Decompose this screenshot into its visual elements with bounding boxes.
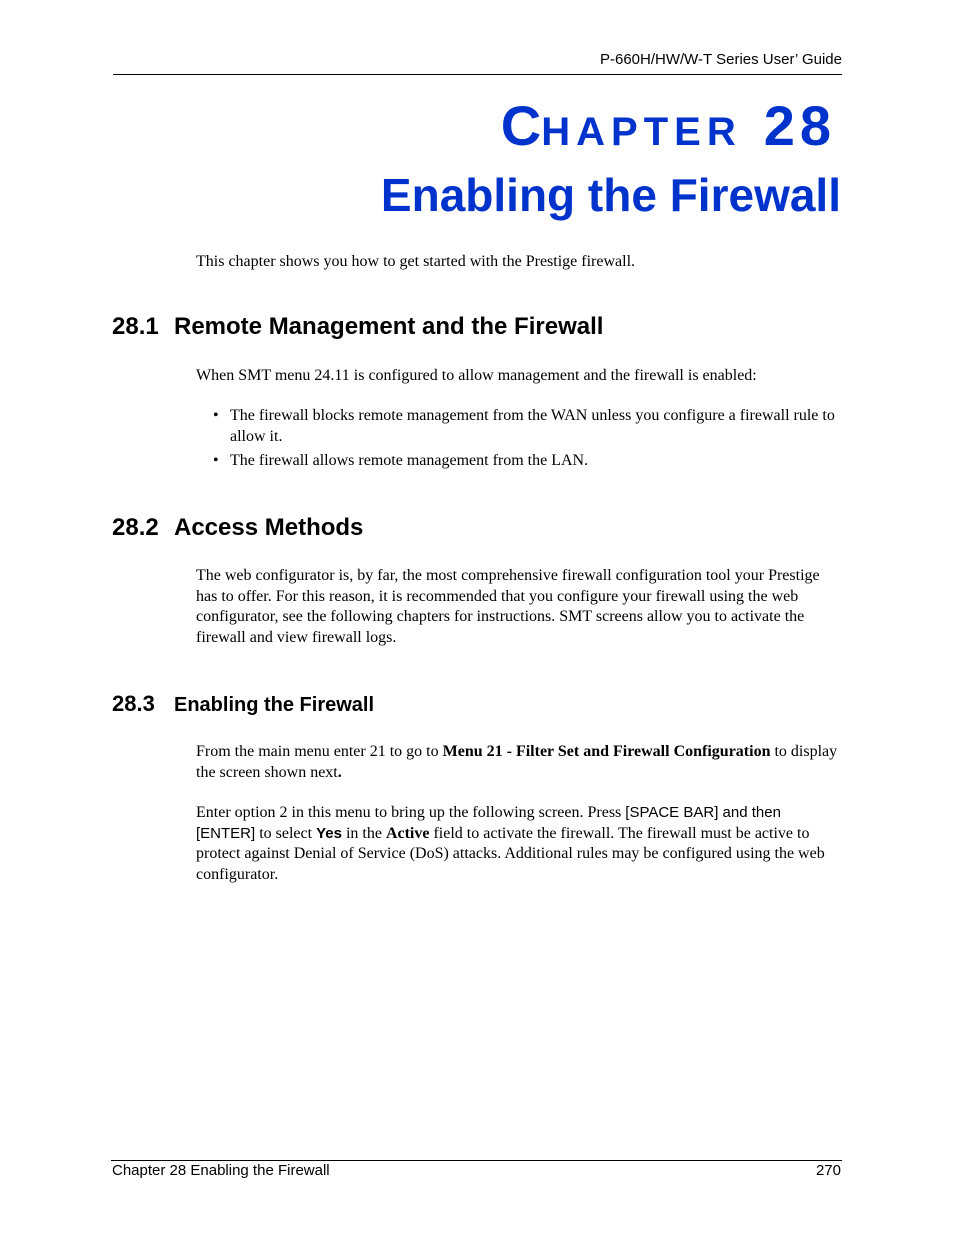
section-28-1-bullets	[213, 406, 838, 476]
running-header: P-660H/HW/W-T Series User’ Guide	[599, 51, 842, 68]
section-title: Access Methods	[174, 514, 364, 541]
section-28-1-paragraph: When SMT menu 24.11 is configured to allow management and the firewall is enabled:	[196, 367, 757, 384]
section-title: Remote Management and the Firewall	[174, 313, 604, 340]
chapter-title: Enabling the Firewall	[380, 169, 841, 221]
section-number: 28.3	[112, 691, 155, 716]
bullet-dot: •	[213, 452, 219, 469]
text-run: field to activate the firewall. The firewall must be active to protect against Denial of Service (DoS) attacks. Additional rules may be configured using the web configurator.	[196, 824, 825, 883]
list-item	[213, 406, 838, 447]
footer-chapter-title: Chapter 28 Enabling the Firewall	[112, 1162, 330, 1179]
header-rule	[113, 74, 842, 75]
field-reference: Active	[385, 824, 430, 842]
footer-rule	[111, 1160, 842, 1161]
bullet-text: The firewall blocks remote management from the WAN unless you configure a firewall rule to allow it.	[230, 407, 835, 445]
section-28-3-paragraph-2	[196, 803, 844, 885]
text-run: in the	[341, 824, 386, 842]
text-run: to display the screen shown next	[196, 743, 838, 781]
menu-reference: Menu 21 - Filter Set and Firewall Configuration	[442, 743, 771, 760]
section-number: 28.2	[112, 514, 159, 541]
chapter-label-rest: HAPTER	[541, 110, 742, 154]
bullet-text: The firewall allows remote management from the LAN.	[230, 452, 589, 469]
text-run: to select	[255, 824, 317, 842]
page-number: 270	[815, 1162, 841, 1179]
text-run: .	[337, 763, 342, 781]
section-28-2-paragraph: The web configurator is, by far, the most comprehensive firewall configuration tool your Prestige has to offer. For this reason, it is recommended that you configure your firewall using the web configurator, see the following chapters for instructions. SMT screens allow you to activate the firewall and view firewall logs.	[196, 567, 820, 646]
chapter-number: 28	[763, 94, 836, 157]
section-title: Enabling the Firewall	[174, 694, 375, 716]
chapter-label	[500, 94, 836, 157]
section-heading-28-2	[112, 514, 363, 542]
text-run: Enter option 2 in this menu to bring up the following screen. Press	[196, 804, 626, 821]
section-heading-28-1	[112, 313, 603, 341]
section-number: 28.1	[112, 313, 159, 340]
bullet-dot: •	[213, 407, 219, 424]
intro-paragraph: This chapter shows you how to get started with the Prestige firewall.	[196, 253, 636, 270]
section-28-3-paragraph-1	[196, 742, 844, 783]
text-run: From the main menu enter 21 to go to	[196, 743, 443, 760]
value-reference: Yes	[316, 824, 342, 842]
section-heading-28-3	[112, 691, 374, 717]
key-reference: [SPACE BAR] and then [ENTER]	[196, 804, 781, 842]
chapter-label-initial: C	[500, 94, 542, 157]
list-item	[213, 451, 838, 472]
